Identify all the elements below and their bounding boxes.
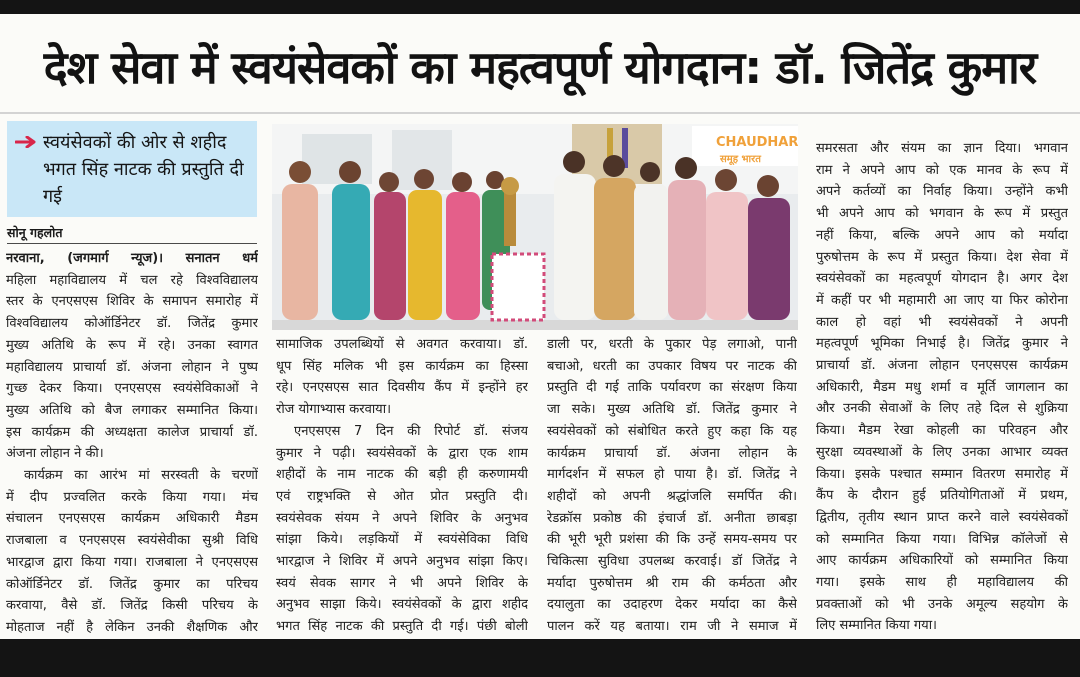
article-column-4 — [816, 138, 1068, 637]
column-line: नरवाना, (जगमार्ग न्यूज)। सनातन धर्म — [6, 251, 258, 266]
column-line: द्वितीय, तृतीय स्थान प्राप्त करने वाले स्वयंसेवकों — [816, 509, 1068, 525]
column-line: महत्वपूर्ण भूमिका निभाई है। जितेंद्र कुमार ने — [816, 336, 1068, 352]
column-line: शहीदों के नाम नाटक की बड़ी ही करुणामयी — [276, 467, 528, 483]
column-line: मुख्य अतिथि को बैज लगाकर सम्मानित किया। — [6, 402, 258, 418]
column-line: की भूरी भूरी प्रशंसा की कि उन्हें समय-समय पर — [547, 532, 797, 548]
headline-rule — [0, 112, 1080, 114]
column-line: सामाजिक उपलब्धियों से अवगत करवाया। डॉ. — [276, 337, 528, 352]
arrow-icon — [15, 136, 37, 148]
event-photo-illustration — [272, 124, 798, 330]
column-line: बचाओ, धरती का उपकार विषय पर नाटक की — [547, 358, 797, 374]
column-line: डाली पर, धरती के पुकार पेड़ लगाओ, पानी — [547, 337, 797, 352]
column-line: भी अपने आप को भगवान के रूप में प्रस्तुत — [816, 206, 1068, 222]
column-line: दयालुता का उदाहरण देकर मर्यादा का कैसे — [547, 597, 797, 613]
person-10 — [668, 157, 706, 320]
column-line: भगत सिंह नाटक की प्रस्तुति दी गई। पंछी बोली — [276, 619, 528, 635]
column-line: धूप सिंह मलिक भी इस कार्यक्रम का हिस्सा — [276, 358, 528, 374]
event-photo — [272, 124, 798, 330]
column-line: जा सके। मुख्य अतिथि डॉ. जितेंद्र कुमार ने — [547, 402, 797, 418]
column-line: कोऑर्डिनेटर डॉ. जितेंद्र कुमार का परिचय — [6, 576, 258, 592]
column-line: रोज योगाभ्यास करवाया। — [276, 402, 392, 418]
column-line: रेडक्रॉस प्रकोष्ठ की इंचार्ज डॉ. अनीता छाबड़ा — [547, 510, 797, 526]
column-line: भारद्वाज ने शिविर में अपने अनुभव सांझा किए। — [276, 554, 528, 570]
column-line: सुरक्षा व्यवस्थाओं के लिए उनका आभार व्यक्त — [816, 444, 1068, 460]
column-line: और उनकी सेवाओं के लिए तहे दिल से शुक्रिया — [816, 401, 1068, 417]
person-9 — [634, 162, 668, 320]
subhead-text: स्वयंसेवकों की ओर से शहीद भगत सिंह नाटक की प्रस्तुति दी गई — [43, 132, 244, 207]
article-column-3 — [547, 334, 797, 638]
column-line: को सम्मानित किया गया। विभिन्न कॉलेजों से — [816, 531, 1068, 547]
column-line: गुच्छ देकर किया। एनएसएस स्वयंसेविकाओं ने — [6, 381, 258, 397]
banner-text-1: CHAUDHAR — [716, 135, 798, 150]
column-line: काल हो वहां भी स्वयंसेवकों ने अपनी — [816, 314, 1068, 330]
newspaper-page — [0, 14, 1080, 639]
subhead-box — [7, 121, 257, 217]
byline: सोनू गहलोत — [7, 224, 257, 244]
article-column-2 — [276, 334, 528, 638]
column-line: गया। इसके साथ ही महाविद्यालय की — [816, 575, 1068, 591]
column-line: सांझा किये। लड़कियों में स्वयंसेविका विधि — [276, 532, 528, 548]
column-line: एवं राष्ट्रभक्ति से ओत प्रोत प्रस्तुति दी। — [276, 488, 528, 504]
article-column-1 — [6, 248, 258, 639]
column-line: कुमार ने पढ़ी। स्वयंसेवकों के द्वारा एक शाम — [276, 445, 528, 461]
column-line: करवाया, वैसे डॉ. जितेंद्र किसी परिचय के — [6, 598, 258, 614]
column-line: भारद्वाज द्वारा किया गया। राजबाला ने एनएसएस — [6, 554, 258, 570]
person-4 — [408, 169, 442, 320]
column-line: रहे। एनएसएस सात दिवसीय कैंप में इन्होंने हर — [276, 380, 528, 396]
column-line: स्तर के एनएसएस शिविर के समापन समारोह में — [6, 294, 258, 310]
person-8 — [594, 155, 636, 320]
column-line: स्वयंसेवकों का महत्वपूर्ण योगदान है। अगर देश — [816, 271, 1068, 287]
column-line: किया। इसके पश्चात सम्मान वितरण समारोह में — [816, 466, 1068, 482]
column-line: स्वयं सेवक सागर ने भी अपने शिविर के — [276, 575, 528, 591]
column-line: स्वयंसेवक संयम ने अपने शिविर के अनुभव — [276, 510, 528, 526]
headline: देश सेवा में स्वयंसेवकों का महत्वपूर्ण योगदान: डॉ. जितेंद्र कुमार — [43, 41, 1037, 94]
column-line: राजबाला व एनएसएस स्वयंसेवीका सुश्री विधि — [6, 533, 258, 549]
column-line: एनएसएस 7 दिन की रिपोर्ट डॉ. संजय — [294, 423, 528, 439]
column-line: आए कार्यक्रम अधिकारियों को सम्मानित किया — [816, 553, 1068, 569]
column-line: नहीं किया, बल्कि अपने आप को मर्यादा — [816, 227, 1068, 243]
column-line: चिकित्सा सुविधा उपलब्ध करवाई। डॉ जितेंद्र ने — [547, 554, 797, 570]
column-line: प्रस्तुति दी गई ताकि पर्यावरण का संरक्षण किया — [547, 380, 797, 396]
column-line: अंजना लोहान ने की। — [6, 446, 104, 462]
column-line: समरसता और संयम का ज्ञान दिया। भगवान — [816, 141, 1068, 156]
column-line: शहीदों को अपनी श्रद्धांजलि समर्पित की। — [547, 488, 797, 504]
person-5 — [446, 172, 480, 320]
person-3 — [374, 172, 406, 320]
column-line: महिला महाविद्यालय में चल रहे विश्वविद्यालय — [6, 272, 258, 288]
column-line: अनुभव साझा किये। स्वयंसेवकों के द्वारा शहीद — [276, 597, 528, 613]
column-line: प्राचार्या डॉ. अंजना लोहान एनएसएस कार्यक्रम — [816, 358, 1068, 374]
column-line: कार्यक्रम का आरंभ मां सरस्वती के चरणों — [24, 468, 258, 484]
column-line: लिए सम्मानित किया गया। — [816, 618, 937, 634]
column-line: पालन करें यह बताया। राम जी ने समाज में — [547, 619, 797, 635]
column-line: राम ने अपने आप को एक मानव के रूप में — [816, 162, 1068, 178]
column-line: पुरुषोत्तम के रूप में प्रस्तुत किया। देश सेवा में — [816, 249, 1068, 265]
column-line: संचालन एनएसएस कार्यक्रम अधिकारी मैडम — [6, 511, 258, 527]
column-line: मुख्य अतिथि के रूप में रहे। उनका स्वागत — [6, 337, 258, 353]
column-line: में कहीं पर भी महामारी आ जाए या फिर कोरोना — [816, 292, 1068, 308]
person-7 — [554, 151, 596, 320]
column-line: विश्वविद्यालय कोऑर्डिनेटर डॉ. जितेंद्र कुमार — [6, 316, 258, 332]
column-line: किया। मैडम रेखा कोहली का परिवहन और — [816, 423, 1068, 439]
column-line: मार्गदर्शन में सफल हो पाया है। डॉ. जितेंद्र ने — [547, 467, 797, 483]
column-line: अपने कर्तव्यों का निर्वाह किया। उन्होंने कभी — [816, 184, 1068, 200]
column-line: महाविद्यालय प्राचार्या डॉ. अंजना लोहान ने पुष्प — [6, 359, 258, 375]
column-line: अधिकारी, मैडम मधु शर्मा व मूर्ति जागलान का — [816, 379, 1068, 395]
column-line: प्रवक्ताओं को भी उनके अमूल्य सहयोग के — [816, 596, 1068, 612]
column-line: इस कार्यक्रम की अध्यक्षता कालेज प्राचार्या डॉ. — [6, 424, 258, 440]
column-line: में दीप प्रज्वलित करके किया गया। मंच — [6, 489, 258, 505]
column-line: कार्यक्रम प्राचार्या डॉ. अंजना लोहान के — [547, 445, 797, 461]
banner-text-2: समूह भारत — [720, 154, 761, 165]
column-line: मोहताज नहीं है लेकिन उनकी शैक्षणिक और — [6, 619, 258, 635]
column-line: मर्यादा पुरुषोत्तम श्री राम की कर्मठता और — [547, 575, 797, 591]
column-line: स्वयंसेवकों को संबोधित करते हुए कहा कि यह — [547, 423, 797, 439]
column-line: कैंप के दौरान हुई प्रतियोगिताओं में प्रथम, — [816, 488, 1068, 504]
